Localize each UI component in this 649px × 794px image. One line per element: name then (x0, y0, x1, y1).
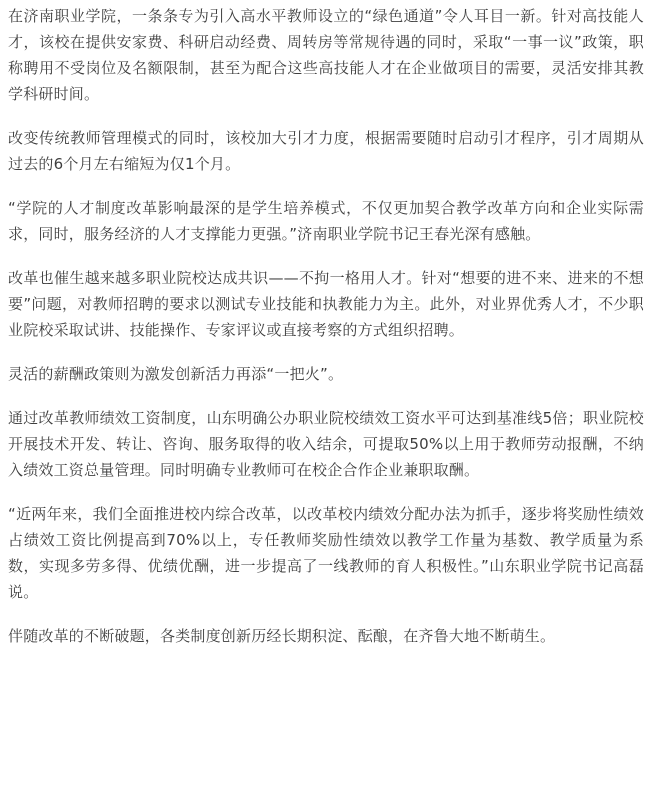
paragraph-performance-pay: 通过改革教师绩效工资制度，山东明确公办职业院校绩效工资水平可达到基准线5倍；职业院校开展技术开发、转让、咨询、服务取得的收入结余，可提取50%以上用于教师劳动报酬，不纳入绩效工资总量管理。同时明确专业教师可在校企合作企业兼职取酬。 (8, 409, 644, 479)
paragraph-quote-gao: “近两年来，我们全面推进校内综合改革，以改革校内绩效分配办法为抓手，逐步将奖励性绩效占绩效工资比例提高到70%以上，专任教师奖励性绩效以教学工作量为基数、教学质量为系数，实现多劳多得、优绩优酬，进一步提高了一线教师的育人积极性。”山东职业学院书记高磊说。 (8, 505, 644, 601)
article-body (8, 3, 644, 667)
paragraph-quote-wang: “学院的人才制度改革影响最深的是学生培养模式，不仅更加契合教学改革方向和企业实际需求，同时，服务经济的人才支撑能力更强。”济南职业学院书记王春光深有感触。 (8, 199, 644, 243)
paragraph-green-channel: 在济南职业学院，一条条专为引入高水平教师设立的“绿色通道”令人耳目一新。针对高技能人才，该校在提供安家费、科研启动经费、周转房等常规待遇的同时，采取“一事一议”政策，职称聘用不受岗位及名额限制，甚至为配合这些高技能人才在企业做项目的需要，灵活安排其教学科研时间。 (8, 7, 644, 103)
paragraph-salary-policy: 灵活的薪酬政策则为激发创新活力再添“一把火”。 (8, 365, 344, 383)
paragraph-consensus: 改革也催生越来越多职业院校达成共识——不拘一格用人才。针对“想要的进不来、进来的不想要”问题，对教师招聘的要求以测试专业技能和执教能力为主。此外，对业界优秀人才，不少职业院校采取试讲、技能操作、专家评议或直接考察的方式组织招聘。 (8, 269, 644, 339)
paragraph-recruitment-cycle: 改变传统教师管理模式的同时，该校加大引才力度，根据需要随时启动引才程序，引才周期从过去的6个月左右缩短为仅1个月。 (8, 129, 644, 173)
paragraph-conclusion: 伴随改革的不断破题，各类制度创新历经长期积淀、酝酿，在齐鲁大地不断萌生。 (8, 627, 556, 645)
